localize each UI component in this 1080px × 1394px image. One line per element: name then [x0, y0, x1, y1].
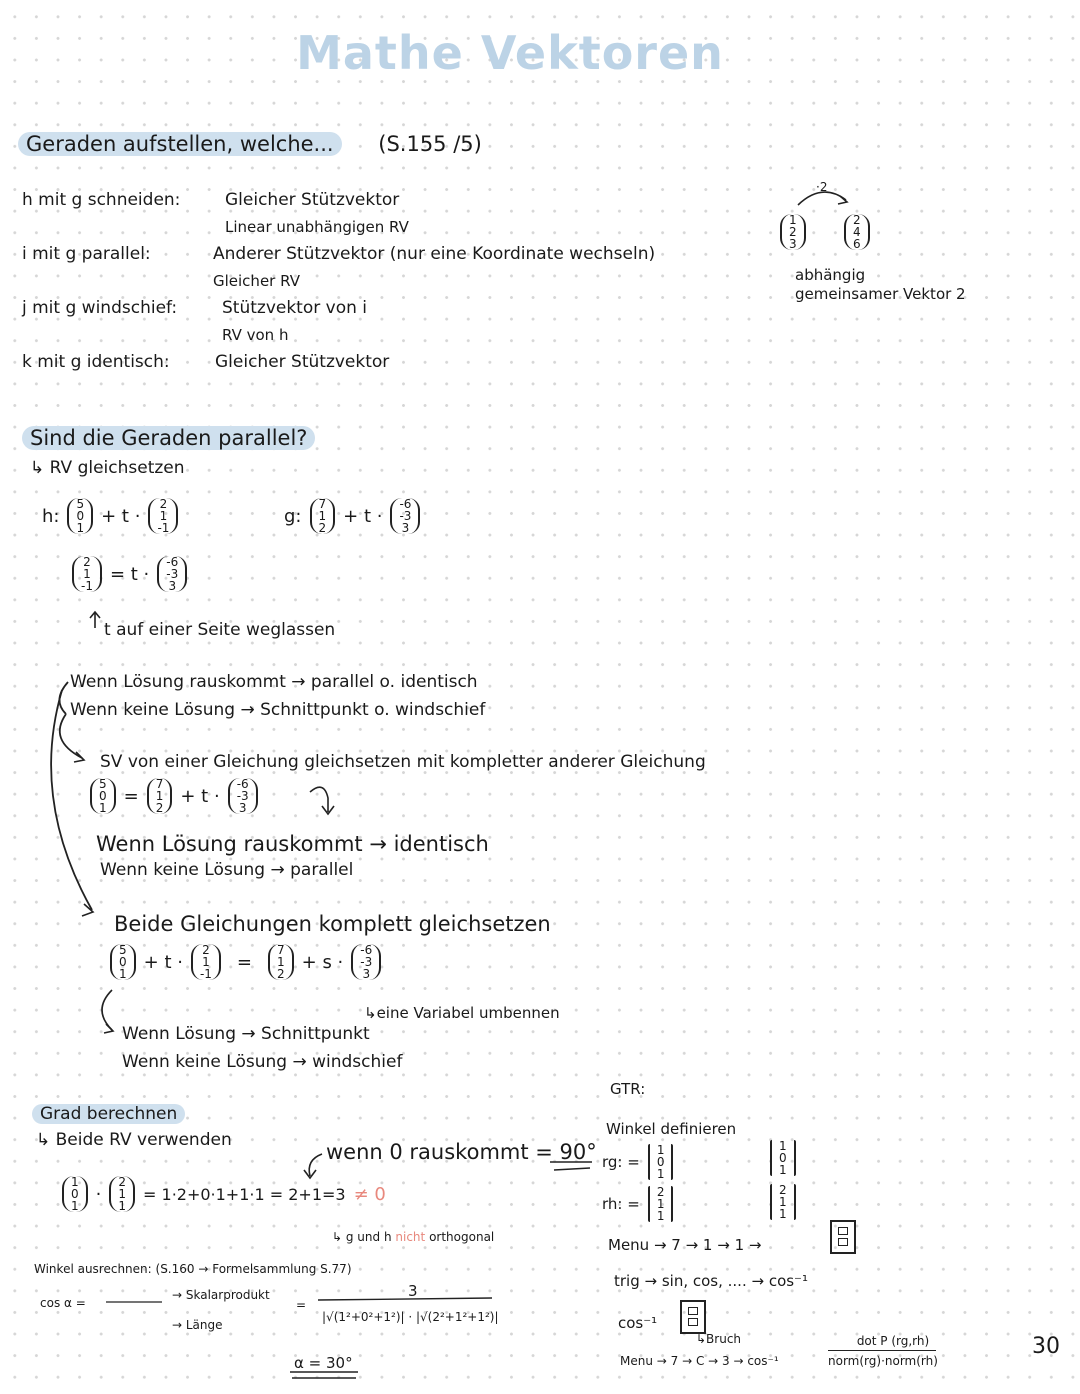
row-schneiden-line1: Gleicher Stützvektor — [225, 190, 400, 210]
gtr-trig: trig → sin, cos, .... → cos⁻¹ — [614, 1272, 808, 1290]
gtr-menu-1: Menu → 7 → 1 → 1 → — [608, 1236, 762, 1254]
note-t-weglassen: t auf einer Seite weglassen — [104, 620, 336, 640]
gtr-winkel-definieren: Winkel definieren — [606, 1120, 737, 1138]
row-parallel-line1: Anderer Stützvektor (nur eine Koordinate wechseln) — [213, 244, 656, 264]
gtr-norm: norm(rg)·norm(rh) — [828, 1354, 938, 1368]
row-windschief-label: j mit g windschief: — [22, 298, 178, 318]
section-heading: Grad berechnen — [32, 1104, 185, 1124]
case-keine-loesung: Wenn keine Lösung → Schnittpunkt o. windschief — [70, 700, 486, 720]
gtr-cosinv: cos⁻¹ — [618, 1314, 658, 1332]
equation-rv-equal: 2 1 -1 = t · -6 -3 3 — [72, 556, 187, 592]
fraction-numerator: 3 — [408, 1282, 418, 1300]
g-direction-vector: -6 -3 3 — [390, 498, 420, 534]
rv-gleichsetzen: ↳ RV gleichsetzen — [30, 458, 185, 478]
row-windschief-line2: RV von h — [222, 326, 289, 344]
step2-equation: 5 0 1 + t · 2 1 -1 = 7 1 2 + s · -6 -3 3 — [110, 944, 381, 980]
cos-label: cos α = — [40, 1296, 86, 1310]
step1-result-b: Wenn keine Lösung → parallel — [100, 860, 354, 880]
step1-result-a: Wenn Lösung rauskommt → identisch — [96, 832, 489, 856]
side-note-vektor: gemeinsamer Vektor 2 — [795, 285, 966, 303]
side-vector-1: 1 2 3 — [780, 214, 806, 250]
step2-result-a: Wenn Lösung → Schnittpunkt — [122, 1024, 370, 1044]
page-reference: (S.155 /5) — [378, 132, 482, 156]
row-schneiden-label: h mit g schneiden: — [22, 190, 181, 210]
g-support-vector: 7 1 2 — [310, 498, 336, 534]
gtr-heading: GTR: — [610, 1080, 646, 1098]
case-loesung: Wenn Lösung rauskommt → parallel o. identisch — [70, 672, 478, 692]
factor-label: ·2 — [816, 180, 828, 194]
gtr-rh-vector-copy: 2 1 1 — [770, 1184, 796, 1220]
page-title: Mathe Vektoren — [296, 26, 724, 80]
dot-product-calc: 1 0 1 · 2 1 1 = 1·2+0·1+1·1 = 2+1=3 ≠ 0 — [62, 1176, 386, 1212]
row-parallel-label: i mit g parallel: — [22, 244, 151, 264]
gtr-dot-product: dot P (rg,rh) — [856, 1334, 930, 1348]
row-identisch-line1: Gleicher Stützvektor — [215, 352, 390, 372]
section-grad — [32, 1104, 185, 1124]
gtr-rg: rg: = 1 0 1 — [602, 1144, 673, 1180]
section-geraden-aufstellen — [18, 132, 482, 156]
variable-rename-note: ↳eine Variabel umbennen — [364, 1004, 560, 1022]
step2-result-b: Wenn keine Lösung → windschief — [122, 1052, 403, 1072]
beide-rv: ↳ Beide RV verwenden — [36, 1130, 232, 1150]
section-heading: Geraden aufstellen, welche... — [18, 132, 342, 156]
gtr-rh: rh: = 2 1 1 — [602, 1186, 673, 1222]
row-windschief-line1: Stützvektor von i — [222, 298, 368, 318]
row-schneiden-line2: Linear unabhängigen RV — [225, 218, 409, 236]
h-support-vector: 5 0 1 — [67, 498, 93, 534]
h-direction-vector: 2 1 -1 — [148, 498, 178, 534]
equation-h: h: 5 0 1 + t · 2 1 -1 — [42, 498, 178, 534]
row-parallel-line2: Gleicher RV — [213, 272, 300, 290]
gtr-menu-2: Menu → 7 → C → 3 → cos⁻¹ — [620, 1354, 779, 1368]
section-parallel — [22, 426, 315, 450]
note-90-degrees: wenn 0 rauskommt = 90° — [326, 1140, 597, 1164]
matrix-template-icon — [830, 1220, 856, 1254]
gtr-rg-vector-copy: 1 0 1 — [770, 1140, 796, 1176]
angle-result: α = 30° — [294, 1354, 353, 1372]
gtr-bruch: ↳Bruch — [696, 1332, 742, 1346]
step2-text: Beide Gleichungen komplett gleichsetzen — [114, 912, 551, 936]
section-heading: Sind die Geraden parallel? — [22, 426, 315, 450]
orthogonal-note: ↳ g und h nicht orthogonal — [332, 1230, 495, 1244]
page-number: 30 — [1032, 1334, 1060, 1359]
side-vector-2: 2 4 6 — [844, 214, 870, 250]
fraction-denominator: |√(1²+0²+1²)| · |√(2²+1²+1²)| — [322, 1310, 499, 1324]
winkel-ausrechnen: Winkel ausrechnen: (S.160 → Formelsammlung S.77) — [34, 1262, 352, 1276]
step1-text: SV von einer Gleichung gleichsetzen mit kompletter anderer Gleichung — [100, 752, 706, 772]
row-identisch-label: k mit g identisch: — [22, 352, 170, 372]
fraction-template-icon — [680, 1300, 706, 1334]
skalarprodukt-label: → Skalarprodukt — [172, 1288, 270, 1302]
laenge-label: → Länge — [172, 1318, 223, 1332]
side-note-abhaengig: abhängig — [795, 266, 866, 284]
step1-equation: 5 0 1 = 7 1 2 + t · -6 -3 3 — [90, 778, 258, 814]
equation-g: g: 7 1 2 + t · -6 -3 3 — [284, 498, 420, 534]
